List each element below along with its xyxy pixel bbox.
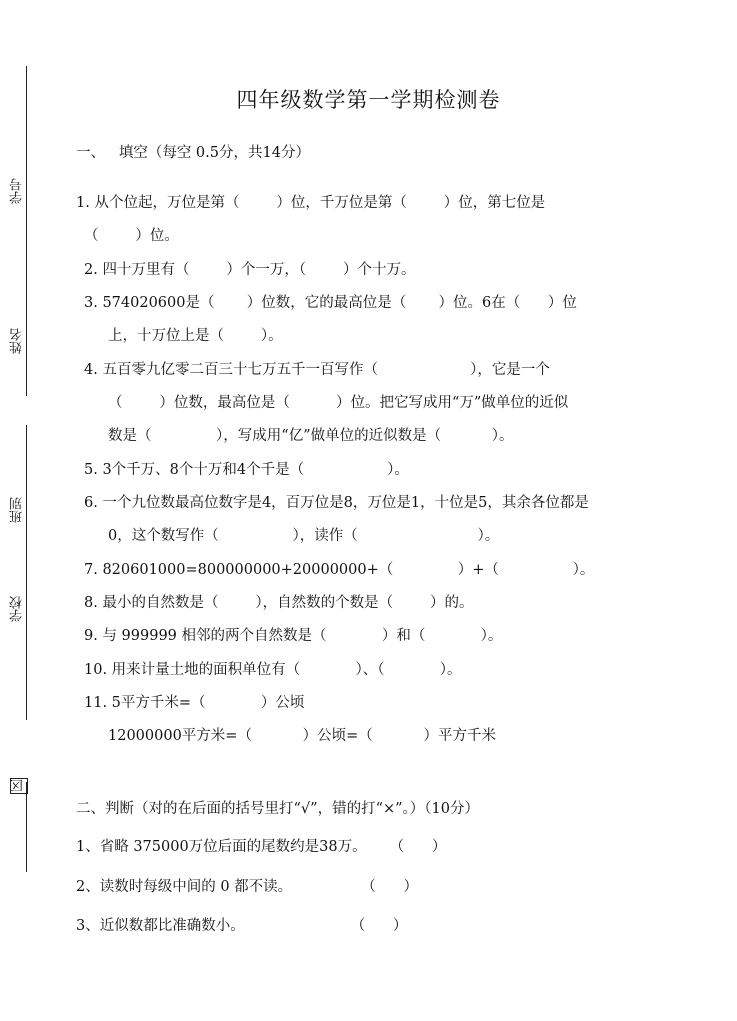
question-1-line-b: （ ）位。 (84, 228, 179, 244)
question-5: 5. 3个千万、8个十万和4个千是（ ）。 (84, 462, 409, 478)
question-3-line-a: 3. 574020600是（ ）位数，它的最高位是（ ）位。6在（ ）位 (84, 295, 577, 311)
judgement-2: 2、读数时每级中间的 0 都不读。 （ ） (76, 879, 418, 895)
question-2: 2. 四十万里有（ ）个一万，（ ）个十万。 (84, 262, 416, 278)
question-6-line-a: 6. 一个九位数最高位数字是4，百万位是8，万位是1，十位是5，其余各位都是 (84, 495, 589, 511)
question-9: 9. 与 999999 相邻的两个自然数是（ ）和（ ）。 (84, 628, 503, 644)
question-1-line-a: 1. 从个位起，万位是第（ ）位，千万位是第（ ）位，第七位是 (76, 195, 546, 211)
question-10: 10. 用来计量土地的面积单位有（ ）、（ ）。 (84, 662, 462, 678)
question-6-line-b: 0，这个数写作（ ），读作（ ）。 (108, 528, 500, 544)
question-7: 7. 820601000=800000000+20000000+（ ）+（ ）。 (84, 562, 595, 578)
question-11-line-a: 11. 5平方千米=（ ）公顷 (84, 695, 305, 711)
page-title: 四年级数学第一学期检测卷 (236, 88, 501, 112)
side-label-class: 班别 (10, 497, 25, 523)
side-label-name: 姓名 (10, 328, 25, 354)
binding-line-bottom (26, 425, 27, 720)
side-label-school: 学校 (10, 596, 25, 622)
question-8: 8. 最小的自然数是（ ），自然数的个数是（ ）的。 (84, 595, 474, 611)
side-label-student-number: 学号 (10, 178, 25, 204)
question-4-line-c: 数是（ ），写成用“亿”做单位的近似数是（ ）。 (108, 428, 514, 444)
section-1-heading: 一、 填空（每空 0.5分，共14分） (76, 145, 310, 161)
question-4-line-b: （ ）位数，最高位是（ ）位。把它写成用“万”做单位的近似 (108, 395, 569, 411)
question-3-line-b: 上，十万位上是（ ）。 (108, 328, 283, 344)
binding-line-top (26, 66, 27, 396)
side-label-district: 区 (11, 779, 26, 793)
question-11-line-b: 12000000平方米=（ ）公顷=（ ）平方千米 (108, 728, 497, 744)
judgement-3: 3、近似数都比准确数小。 （ ） (76, 918, 408, 934)
section-2-heading: 二、判断（对的在后面的括号里打“√”，错的打“×”。）（10分） (76, 801, 479, 817)
question-4-line-a: 4. 五百零九亿零二百三十七万五千一百写作（ ），它是一个 (84, 362, 550, 378)
binding-line-foot (26, 782, 27, 872)
judgement-1: 1、省略 375000万位后面的尾数约是38万。 （ ） (76, 839, 447, 855)
